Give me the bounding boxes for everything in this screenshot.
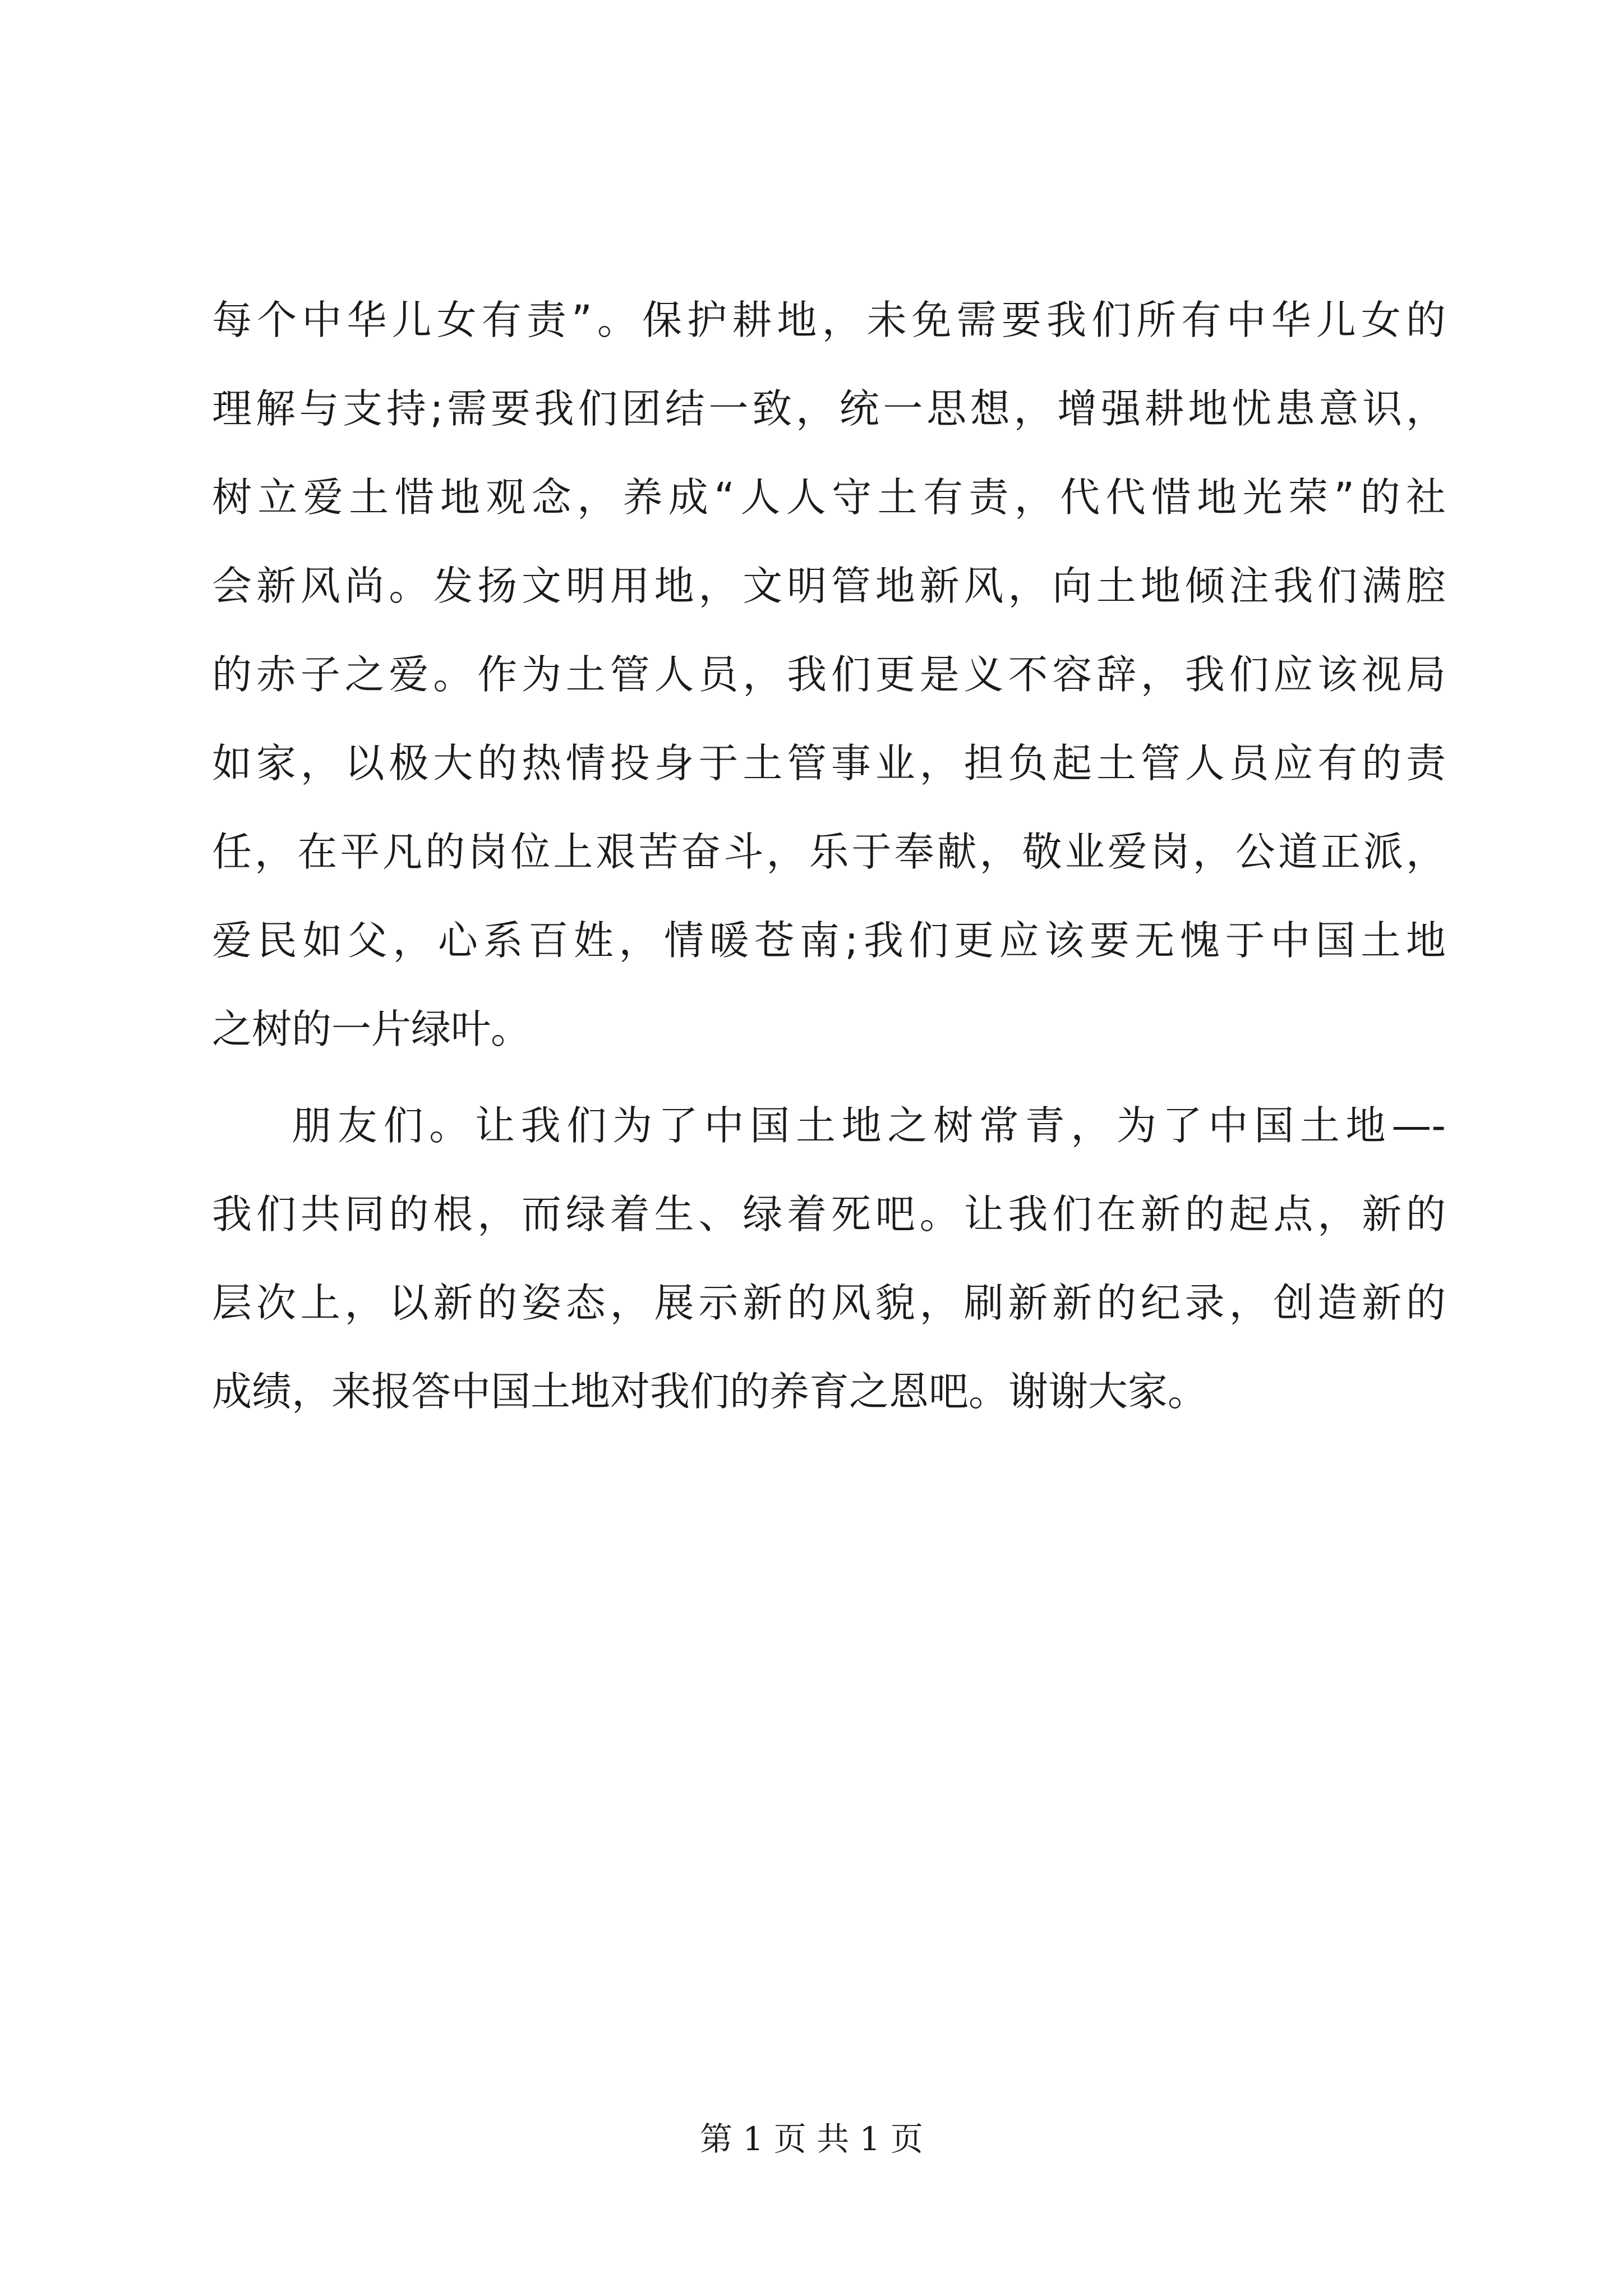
text-line: 层次上，以新的姿态，展示新的风貌，刷新新的纪录，创造新的 — [212, 1280, 1446, 1326]
text-line: 树立爱土惜地观念，养成“人人守土有责，代代惜地光荣”的社 — [212, 474, 1446, 521]
paragraph-2 — [212, 1102, 1446, 1415]
paragraph-1 — [212, 297, 1446, 1052]
text-line: 如家，以极大的热情投身于土管事业，担负起土管人员应有的责 — [212, 740, 1446, 786]
page-number-footer: 第 1 页 共 1 页 — [700, 2120, 923, 2158]
text-line: 每个中华儿女有责”。保护耕地，未免需要我们所有中华儿女的 — [212, 297, 1446, 343]
text-line: 我们共同的根，而绿着生、绿着死吧。让我们在新的起点，新的 — [212, 1191, 1446, 1237]
text-line: 爱民如父，心系百姓，情暖苍南;我们更应该要无愧于中国土地 — [212, 917, 1446, 964]
text-line: 任，在平凡的岗位上艰苦奋斗，乐于奉献，敬业爱岗，公道正派， — [212, 829, 1446, 875]
document-body — [212, 297, 1446, 1460]
text-line: 会新风尚。发扬文明用地，文明管地新风，向土地倾注我们满腔 — [212, 563, 1446, 609]
text-line: 成绩，来报答中国土地对我们的养育之恩吧。谢谢大家。 — [212, 1368, 1208, 1415]
text-line: 朋友们。让我们为了中国土地之树常青，为了中国土地—- — [292, 1102, 1446, 1149]
text-line: 之树的一片绿叶。 — [212, 1006, 531, 1052]
text-line: 的赤子之爱。作为土管人员，我们更是义不容辞，我们应该视局 — [212, 651, 1446, 698]
text-line: 理解与支持;需要我们团结一致，统一思想，增强耕地忧患意识， — [212, 385, 1446, 432]
